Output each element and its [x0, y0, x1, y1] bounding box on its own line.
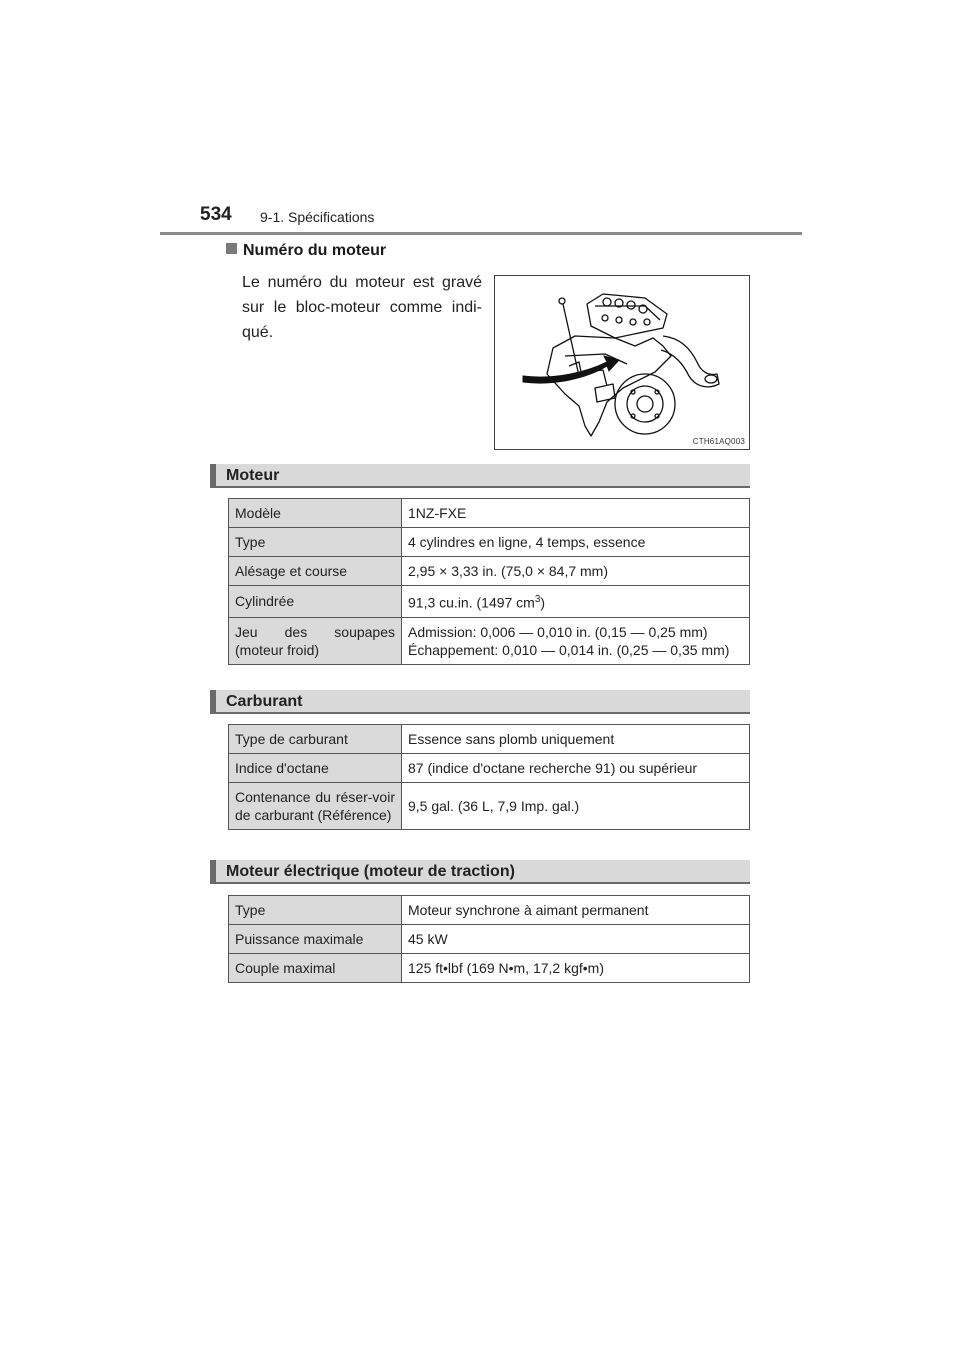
spec-label: Indice d'octane	[229, 754, 402, 783]
spec-value-suffix: )	[540, 594, 546, 611]
table-row	[229, 617, 750, 664]
engine-drawing	[495, 276, 749, 449]
spec-value-superscript: 3	[534, 594, 541, 605]
table-row	[229, 754, 750, 783]
header-divider	[160, 232, 802, 235]
spec-value: 4 cylindres en ligne, 4 temps, essence	[402, 528, 750, 557]
spec-label: Alésage et course	[229, 557, 402, 586]
spec-label: Couple maximal	[229, 954, 402, 983]
engine-number-heading	[226, 242, 386, 260]
spec-value-line: Échappement: 0,010 — 0,014 in. (0,25 — 0,35 mm)	[408, 641, 730, 658]
spec-value: 87 (indice d'octane recherche 91) ou supérieur	[402, 754, 750, 783]
spec-label: Modèle	[229, 499, 402, 528]
section-carburant-title: Carburant	[226, 693, 303, 710]
spec-label: Contenance du réser-voir de carburant (Référence)	[229, 783, 402, 830]
section-moteur-electrique-title: Moteur électrique (moteur de traction)	[226, 863, 515, 880]
spec-label: Type	[229, 896, 402, 925]
engine-illustration	[494, 275, 750, 450]
spec-value: Essence sans plomb uniquement	[402, 725, 750, 754]
table-row	[229, 954, 750, 983]
spec-value: 9,5 gal. (36 L, 7,9 Imp. gal.)	[402, 783, 750, 830]
page-number: 534	[200, 204, 232, 225]
spec-value: 2,95 × 3,33 in. (75,0 × 84,7 mm)	[402, 557, 750, 586]
table-row	[229, 783, 750, 830]
spec-label: Type de carburant	[229, 725, 402, 754]
section-carburant	[210, 690, 750, 714]
spec-value	[402, 586, 750, 618]
spec-label: Jeu des soupapes (moteur froid)	[229, 617, 402, 664]
section-moteur	[210, 464, 750, 488]
page-header	[200, 204, 802, 234]
spec-value: Moteur synchrone à aimant permanent	[402, 896, 750, 925]
spec-label: Puissance maximale	[229, 925, 402, 954]
section-moteur-title: Moteur	[226, 467, 280, 484]
table-row	[229, 725, 750, 754]
spec-value	[402, 617, 750, 664]
table-row	[229, 528, 750, 557]
spec-value: 125 ft•lbf (169 N•m, 17,2 kgf•m)	[402, 954, 750, 983]
section-moteur-electrique	[210, 860, 750, 884]
engine-number-heading-text: Numéro du moteur	[243, 242, 387, 259]
spec-label: Type	[229, 528, 402, 557]
spec-value: 1NZ-FXE	[402, 499, 750, 528]
section-reference: 9-1. Spécifications	[260, 209, 375, 225]
table-row	[229, 499, 750, 528]
figure-code: CTH61AQ003	[692, 437, 745, 446]
moteur-electrique-spec-table	[228, 895, 750, 983]
spec-value-main: 91,3 cu.in. (1497 cm	[408, 594, 535, 611]
spec-value: 45 kW	[402, 925, 750, 954]
spec-value-line: Admission: 0,006 — 0,010 in. (0,15 — 0,25 mm)	[408, 623, 708, 640]
spec-label: Cylindrée	[229, 586, 402, 618]
table-row	[229, 896, 750, 925]
carburant-spec-table	[228, 724, 750, 830]
table-row	[229, 925, 750, 954]
moteur-spec-table	[228, 498, 750, 665]
table-row	[229, 586, 750, 618]
square-bullet-icon	[226, 243, 237, 254]
engine-number-text: Le numéro du moteur est gravé sur le bloc-moteur comme indi-qué.	[242, 274, 482, 341]
table-row	[229, 557, 750, 586]
